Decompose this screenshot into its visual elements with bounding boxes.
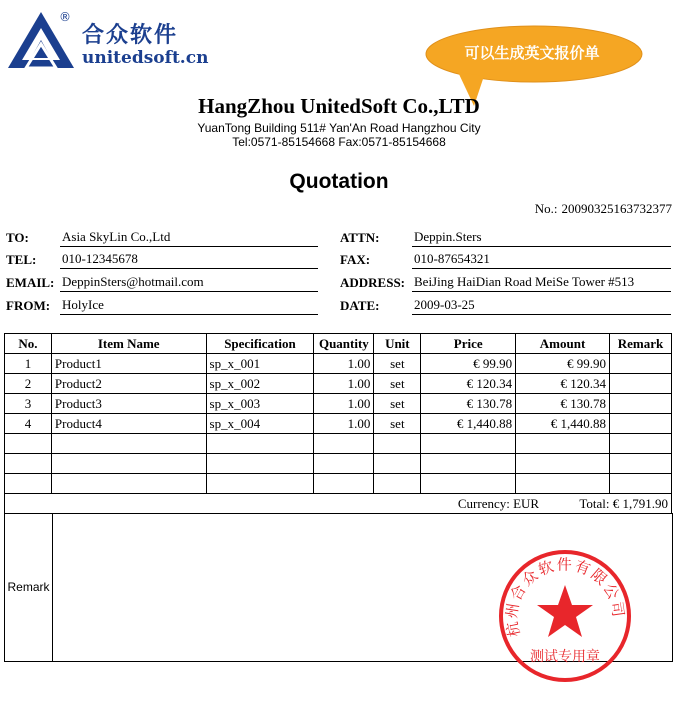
attn-label: ATTN:: [340, 230, 380, 245]
cell-no: 2: [5, 374, 52, 394]
table-header-row: [5, 334, 672, 354]
callout-text: 可以生成英文报价单: [464, 44, 600, 62]
from-label: FROM:: [6, 298, 51, 313]
cell-quantity: 1.00: [314, 354, 374, 374]
cell-unit: set: [374, 374, 421, 394]
company-contact: Tel:0571-85154668 Fax:0571-85154668: [232, 135, 446, 149]
attn-value: Deppin.Sters: [412, 228, 671, 247]
cell-price: € 1,440.88: [421, 414, 516, 434]
cell-item-name: Product2: [51, 374, 206, 394]
date-label: DATE:: [340, 298, 380, 313]
column-header: No.: [5, 334, 52, 354]
cell-specification: sp_x_003: [206, 394, 314, 414]
cell-unit: set: [374, 354, 421, 374]
cell-amount: € 130.78: [516, 394, 610, 414]
table-row-empty: [5, 474, 672, 494]
cell-remark: [609, 394, 671, 414]
cell-price: € 120.34: [421, 374, 516, 394]
cell-specification: sp_x_001: [206, 354, 314, 374]
total-value: € 1,791.90: [612, 495, 668, 511]
cell-price: € 99.90: [421, 354, 516, 374]
document-number-label: No.:: [534, 201, 558, 216]
cell-remark: [609, 354, 671, 374]
cell-remark: [609, 374, 671, 394]
totals-row: [5, 494, 672, 514]
address-label: ADDRESS:: [340, 275, 406, 290]
email-label: EMAIL:: [6, 275, 55, 290]
email-value: DeppinSters@hotmail.com: [60, 273, 318, 292]
tel-value: 010-12345678: [60, 250, 318, 269]
document-number-value: 20090325163732377: [561, 201, 672, 216]
table-row: [5, 354, 672, 374]
cell-quantity: 1.00: [314, 374, 374, 394]
cell-specification: sp_x_002: [206, 374, 314, 394]
currency-value: EUR: [513, 495, 540, 511]
table-row-empty: [5, 454, 672, 474]
quotation-items-table: [4, 333, 672, 514]
fax-label: FAX:: [340, 252, 371, 267]
fax-value: 010-87654321: [412, 250, 671, 269]
column-header: Unit: [374, 334, 421, 354]
brand-chinese-name: 合众软件: [82, 23, 179, 48]
cell-no: 3: [5, 394, 52, 414]
table-row: [5, 374, 672, 394]
cell-specification: sp_x_004: [206, 414, 314, 434]
brand-english-name: unitedsoft.cn: [82, 48, 209, 68]
column-header: Price: [421, 334, 516, 354]
from-value: HolyIce: [60, 296, 318, 315]
column-header: Quantity: [314, 334, 374, 354]
cell-item-name: Product4: [51, 414, 206, 434]
cell-amount: € 120.34: [516, 374, 610, 394]
svg-text:测试专用章: 测试专用章: [530, 649, 600, 665]
table-row: [5, 414, 672, 434]
cell-unit: set: [374, 394, 421, 414]
cell-price: € 130.78: [421, 394, 516, 414]
cell-amount: € 99.90: [516, 354, 610, 374]
currency-label: Currency:: [457, 495, 510, 511]
address-value: BeiJing HaiDian Road MeiSe Tower #513: [412, 273, 671, 292]
company-name: HangZhou UnitedSoft Co.,LTD: [198, 94, 480, 118]
cell-no: 4: [5, 414, 52, 434]
registered-mark: ®: [59, 10, 71, 24]
cell-quantity: 1.00: [314, 394, 374, 414]
tel-label: TEL:: [6, 252, 37, 267]
total-label: Total:: [579, 495, 610, 511]
cell-item-name: Product1: [51, 354, 206, 374]
cell-quantity: 1.00: [314, 414, 374, 434]
to-label: TO:: [6, 230, 29, 245]
star-icon: [537, 585, 593, 637]
column-header: Remark: [609, 334, 671, 354]
column-header: Amount: [516, 334, 610, 354]
svg-text:杭州合众软件有限公司: 杭州合众软件有限公司: [502, 555, 628, 639]
to-value: Asia SkyLin Co.,Ltd: [60, 228, 318, 247]
column-header: Specification: [206, 334, 314, 354]
date-value: 2009-03-25: [412, 296, 671, 315]
cell-item-name: Product3: [51, 394, 206, 414]
cell-no: 1: [5, 354, 52, 374]
cell-amount: € 1,440.88: [516, 414, 610, 434]
table-row-empty: [5, 434, 672, 454]
remark-label: Remark: [5, 513, 53, 661]
document-number: [531, 201, 672, 217]
company-address: YuanTong Building 511# Yan'An Road Hangzhou City: [197, 121, 481, 135]
table-row: [5, 394, 672, 414]
document-title: Quotation: [289, 170, 389, 193]
column-header: Item Name: [51, 334, 206, 354]
cell-remark: [609, 414, 671, 434]
cell-unit: set: [374, 414, 421, 434]
company-seal-stamp: [496, 547, 634, 685]
